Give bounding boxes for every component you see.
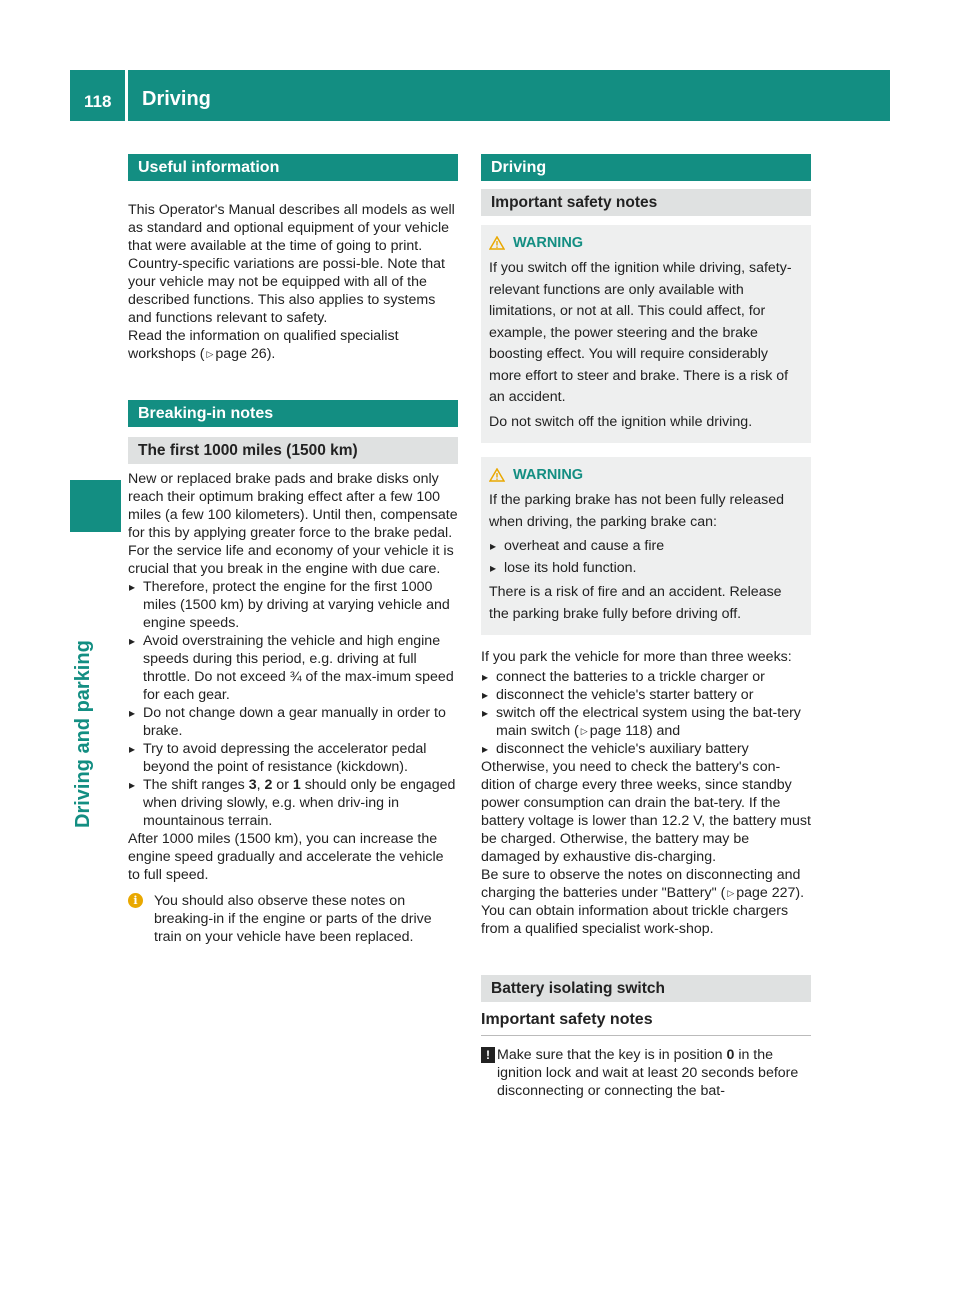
list-item: ▸ overheat and cause a fire [489,536,803,558]
list-item: ▸ Therefore, protect the engine for the first 1000 miles (1500 km) by driving at varying vehicle and engine speeds. [128,578,458,632]
notice: ! Make sure that the key is in position 0 in the ignition lock and wait at least 20 seconds before disconnecting or connecting the bat- [481,1046,811,1100]
useful-information-heading: Useful information [128,154,458,181]
right-column [481,154,811,1100]
breaking-in-heading: Breaking-in notes [128,400,458,427]
warning-label: WARNING [513,467,584,483]
list-item: ▸ lose its hold function. [489,558,803,580]
first-paragraph-2: For the service life and economy of your vehicle it is crucial that you break in the engine with due care. [128,543,454,577]
list-item: ▸ disconnect the vehicle's auxiliary battery [481,740,811,758]
warning-text: If the parking brake has not been fully released when driving, the parking brake can: [489,492,784,530]
list-item: ▸ Try to avoid depressing the accelerator pedal beyond the point of resistance (kickdown). [128,740,458,776]
battery-safety-notes-heading: Important safety notes [481,1011,811,1036]
warning-text: If you switch off the ignition while driving, safety-relevant functions are only available with limitations, or not at all. This could affect, for example, the power steering and the brake boosting effect. You will require considerably more effort to steer and brake. There is a risk of an accident. [489,260,792,405]
otherwise-paragraph: Otherwise, you need to check the battery's con-dition of charge every three weeks, since standby power consumption can drain the bat-tery. If the battery voltage is lower than 12.2 V, the battery must be charged. Otherwise, the battery may be damaged by exhaustive dis-charging. [481,759,811,865]
page-number: 118 [84,92,112,111]
page-reference [204,346,215,362]
page-header [70,70,890,121]
info-note: i You should also observe these notes on breaking-in if the engine or parts of the drive train on your vehicle have been replaced. [128,892,458,946]
first-1000-miles-heading: The first 1000 miles (1500 km) [128,437,458,464]
important-safety-notes-heading: Important safety notes [481,189,811,216]
info-icon: i [128,893,143,908]
driving-heading: Driving [481,154,811,181]
after-1000-paragraph: After 1000 miles (1500 km), you can increase the engine speed gradually and accelerate the vehicle to full speed. [128,831,444,883]
sidebar-marker [70,480,121,532]
page-reference [725,885,736,901]
list-item: ▸ switch off the electrical system using the bat-tery main switch (▷ page 118) and [481,704,811,740]
list-item: ▸ Avoid overstraining the vehicle and high engine speeds during this period, e.g. driving at full throttle. Do not exceed ¾ of the max-imum speed for each gear. [128,632,458,704]
sidebar-chapter-label: Driving and parking [72,640,94,828]
warning-text: There is a risk of fire and an accident. Release the parking brake fully before driving off. [489,584,782,622]
page-reference [579,723,590,739]
chapter-sidebar [70,121,121,1161]
warning-triangle-icon [489,236,505,250]
warning-text: Do not switch off the ignition while driving. [489,413,753,430]
warning-header [489,234,803,252]
chapter-title: Driving [142,88,211,110]
list-item: ▸ disconnect the vehicle's starter battery or [481,686,811,704]
list-item: ▸ The shift ranges 3, 2 or 1 should only be engaged when driving slowly, e.g. when driv-ing in mountainous terrain. [128,776,458,830]
warning-label: WARNING [513,235,584,251]
left-column [128,154,458,946]
exclamation-icon: ! [481,1047,495,1063]
battery-isolating-switch-heading: Battery isolating switch [481,975,811,1002]
useful-paragraph-2: Read the information on qualified specialist workshops (▷ page 26). [128,327,458,363]
be-sure-paragraph: Be sure to observe the notes on disconnecting and charging the batteries under "Battery" (▷ page 227). You can obtain information about trickle chargers from a qualified specialist work-shop. [481,866,811,938]
first-paragraph-1: New or replaced brake pads and brake disks only reach their optimum braking effect after a few 100 miles (a few 100 kilometers). Until then, compensate for this by applying greater force to the brake pedal. [128,471,458,541]
list-item: ▸ connect the batteries to a trickle charger or [481,668,811,686]
list-item: ▸ Do not change down a gear manually in order to brake. [128,704,458,740]
useful-paragraph-1: This Operator's Manual describes all models as well as standard and optional equipment of your vehicle that were available at the time of going to print. Country-specific variations are possi-ble. Note that your vehicle may not be equipped with all of the described functions. This also applies to systems and functions relevant to safety. [128,202,455,326]
warning-header [489,466,803,484]
header-separator [125,70,128,121]
warning-triangle-icon [489,468,505,482]
warning-box-parking-brake [481,457,811,635]
warning-box-ignition [481,225,811,443]
park-paragraph: If you park the vehicle for more than three weeks: [481,649,792,665]
